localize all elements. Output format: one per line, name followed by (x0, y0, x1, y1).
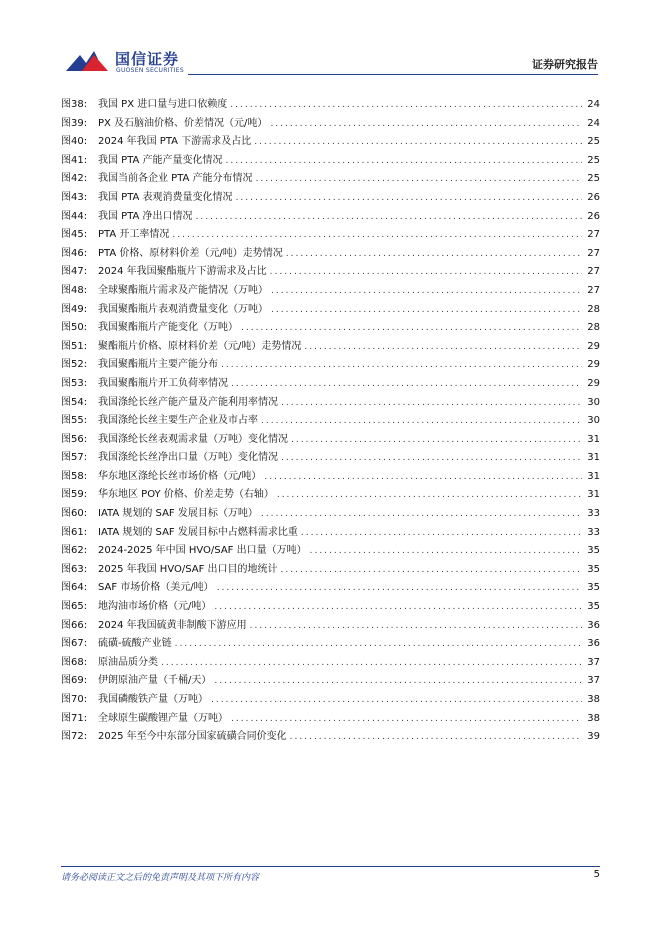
toc-entry-page: 28 (587, 303, 600, 315)
toc-entry[interactable] (61, 485, 600, 504)
toc-leader-dots (236, 193, 582, 203)
toc-entry-page: 31 (587, 433, 600, 445)
page-header (0, 0, 662, 80)
toc-entry-page: 38 (587, 694, 600, 705)
toc-entry-title: 伊朗原油产量（千桶/天） (98, 675, 212, 687)
toc-entry-label: 图44: (61, 210, 88, 222)
toc-entry-page: 31 (587, 489, 600, 501)
toc-entry-page: 38 (587, 712, 600, 724)
toc-entry-title: 华东地区涤纶长丝市场价格（元/吨） (98, 470, 262, 482)
toc-entry-page: 33 (587, 508, 600, 520)
toc-entry[interactable] (61, 504, 600, 523)
guosen-logo (64, 47, 184, 77)
toc-entry-label: 图41: (61, 154, 88, 166)
toc-leader-dots (281, 565, 582, 575)
toc-entry-page: 29 (587, 377, 600, 389)
toc-entry[interactable] (61, 541, 600, 560)
toc-entry-page: 25 (587, 154, 600, 166)
toc-entry-page: 30 (587, 396, 600, 408)
toc-entry[interactable] (61, 634, 600, 653)
guosen-logo-icon (64, 49, 110, 75)
toc-leader-dots (254, 137, 582, 147)
toc-entry-page: 31 (587, 452, 600, 464)
toc-entry[interactable] (61, 523, 600, 542)
toc-entry[interactable] (61, 393, 600, 412)
toc-entry-page: 29 (587, 359, 600, 371)
toc-leader-dots (291, 435, 582, 445)
toc-entry-label: 图48: (61, 284, 88, 296)
toc-entry[interactable] (61, 709, 600, 728)
toc-leader-dots (290, 732, 582, 742)
toc-entry-title: 2025 年我国 HVO/SAF 出口目的地统计 (98, 563, 278, 575)
toc-entry[interactable] (61, 318, 600, 337)
toc-entry-label: 图38: (61, 99, 88, 110)
toc-entry-title: IATA 规划的 SAF 发展目标中占燃料需求比重 (98, 526, 298, 538)
toc-entry-title: 我国聚酯瓶片产能变化（万吨） (98, 322, 238, 334)
toc-entry-page: 35 (587, 601, 600, 613)
toc-entry-title: 我国磷酸铁产量（万吨） (98, 694, 208, 705)
toc-entry-label: 图72: (61, 731, 88, 743)
toc-entry-page: 26 (587, 191, 600, 203)
toc-entry-page: 37 (587, 656, 600, 668)
toc-entry-title: 我国 PX 进口量与进口依赖度 (98, 99, 228, 110)
toc-leader-dots (230, 100, 582, 110)
toc-entry[interactable] (61, 151, 600, 170)
toc-entry-title: 我国聚酯瓶片表观消费量变化（万吨） (98, 303, 268, 315)
toc-entry[interactable] (61, 132, 600, 151)
toc-leader-dots (214, 676, 582, 686)
toc-leader-dots (172, 230, 582, 240)
toc-entry-label: 图43: (61, 191, 88, 203)
toc-entry-page: 31 (587, 470, 600, 482)
footer-disclaimer: 请务必阅读正文之后的免责声明及其项下所有内容 (61, 873, 260, 883)
toc-leader-dots (226, 156, 582, 166)
toc-entry-title: 我国 PTA 净出口情况 (98, 210, 193, 222)
toc-entry-label: 图55: (61, 415, 88, 427)
toc-entry-title: 全球原生碳酸锂产量（万吨） (98, 712, 228, 724)
toc-entry[interactable] (61, 727, 600, 746)
toc-entry-title: 我国聚酯瓶片开工负荷率情况 (98, 377, 228, 389)
toc-leader-dots (261, 509, 582, 519)
toc-entry-title: PX 及石脑油价格、价差情况（元/吨） (98, 117, 268, 129)
toc-entry-label: 图68: (61, 656, 88, 668)
figure-list (61, 95, 600, 746)
toc-entry[interactable] (61, 225, 600, 244)
toc-entry-title: 华东地区 POY 价格、价差走势（右轴） (98, 489, 274, 501)
toc-entry[interactable] (61, 114, 600, 133)
toc-entry-page: 27 (587, 229, 600, 241)
toc-entry-label: 图54: (61, 396, 88, 408)
toc-entry-label: 图49: (61, 303, 88, 315)
toc-entry-label: 图65: (61, 601, 88, 613)
toc-leader-dots (286, 249, 582, 259)
toc-entry[interactable] (61, 281, 600, 300)
toc-entry[interactable] (61, 560, 600, 579)
toc-entry[interactable] (61, 578, 600, 597)
toc-entry-title: 我国涤纶长丝产能产量及产能利用率情况 (98, 396, 278, 408)
toc-entry[interactable] (61, 448, 600, 467)
toc-entry-page: 36 (587, 619, 600, 631)
toc-leader-dots (221, 360, 582, 370)
toc-entry-label: 图62: (61, 545, 88, 557)
toc-entry-page: 27 (587, 266, 600, 278)
toc-entry-label: 图67: (61, 638, 88, 650)
toc-entry-title: 聚酯瓶片价格、原材料价差（元/吨）走势情况 (98, 340, 302, 352)
toc-entry-title: 原油品质分类 (98, 656, 158, 668)
toc-entry-label: 图66: (61, 619, 88, 631)
toc-leader-dots (196, 212, 582, 222)
header-divider (188, 74, 598, 75)
toc-entry-page: 37 (587, 675, 600, 687)
toc-entry[interactable] (61, 355, 600, 374)
toc-leader-dots (231, 379, 582, 389)
toc-leader-dots (271, 305, 582, 315)
toc-entry-label: 图57: (61, 452, 88, 464)
toc-entry[interactable] (61, 467, 600, 486)
toc-entry-page: 29 (587, 340, 600, 352)
toc-entry-title: 我国 PTA 表观消费量变化情况 (98, 191, 233, 203)
toc-entry[interactable] (61, 690, 600, 709)
toc-leader-dots (277, 490, 582, 500)
logo-chinese-name: 国信证券 (115, 50, 180, 68)
toc-entry-title: 2024 年我国 PTA 下游需求及占比 (98, 136, 252, 148)
toc-entry-label: 图45: (61, 229, 88, 241)
toc-entry[interactable] (61, 671, 600, 690)
toc-entry-page: 26 (587, 210, 600, 222)
toc-entry-page: 25 (587, 173, 600, 185)
toc-entry-title: 地沟油市场价格（元/吨） (98, 601, 212, 613)
toc-leader-dots (161, 658, 582, 668)
logo-english-name: GUOSEN SECURITIES (116, 67, 185, 74)
toc-entry-label: 图56: (61, 433, 88, 445)
toc-entry-label: 图63: (61, 563, 88, 575)
toc-leader-dots (256, 174, 582, 184)
page-number: 5 (593, 869, 600, 880)
toc-leader-dots (270, 119, 582, 129)
toc-leader-dots (301, 528, 582, 538)
toc-entry-label: 图64: (61, 582, 88, 594)
toc-entry-title: IATA 规划的 SAF 发展目标（万吨） (98, 508, 258, 520)
toc-leader-dots (270, 267, 582, 277)
toc-entry-page: 39 (587, 731, 600, 743)
toc-entry-label: 图71: (61, 712, 88, 724)
toc-entry-label: 图39: (61, 117, 88, 129)
toc-entry[interactable] (61, 262, 600, 281)
toc-entry-title: 全球聚酯瓶片需求及产能情况（万吨） (98, 284, 268, 296)
toc-entry[interactable] (61, 337, 600, 356)
toc-entry[interactable] (61, 653, 600, 672)
toc-entry[interactable] (61, 411, 600, 430)
toc-entry-page: 30 (587, 415, 600, 427)
toc-entry[interactable] (61, 374, 600, 393)
toc-leader-dots (281, 453, 582, 463)
toc-entry-title: 硫磺-硫酸产业链 (98, 638, 172, 650)
toc-leader-dots (250, 621, 582, 631)
toc-entry-label: 图50: (61, 322, 88, 334)
toc-leader-dots (175, 639, 582, 649)
toc-entry-title: 2024-2025 年中国 HVO/SAF 出口量（万吨） (98, 545, 307, 557)
toc-entry-label: 图42: (61, 173, 88, 185)
toc-entry-title: 我国涤纶长丝主要生产企业及市占率 (98, 415, 258, 427)
footer-divider (61, 866, 600, 867)
toc-entry[interactable] (61, 95, 600, 114)
toc-leader-dots (304, 342, 582, 352)
toc-entry-label: 图40: (61, 136, 88, 148)
toc-entry-label: 图51: (61, 340, 88, 352)
toc-entry-label: 图58: (61, 470, 88, 482)
toc-entry-page: 33 (587, 526, 600, 538)
toc-entry-title: PTA 价格、原材料价差（元/吨）走势情况 (98, 247, 283, 259)
toc-entry[interactable] (61, 616, 600, 635)
toc-entry-page: 24 (587, 99, 600, 110)
toc-entry[interactable] (61, 244, 600, 263)
toc-entry-title: 我国涤纶长丝表观需求量（万吨）变化情况 (98, 433, 288, 445)
toc-entry-label: 图61: (61, 526, 88, 538)
toc-entry-title: 2025 年至今中东部分国家硫磺合同价变化 (98, 731, 287, 743)
toc-entry-title: 2024 年我国聚酯瓶片下游需求及占比 (98, 266, 267, 278)
toc-entry[interactable] (61, 207, 600, 226)
toc-entry-title: 2024 年我国硫黄非制酸下游应用 (98, 619, 247, 631)
toc-entry-page: 27 (587, 284, 600, 296)
toc-entry-title: SAF 市场价格（美元/吨） (98, 582, 214, 594)
toc-leader-dots (310, 546, 582, 556)
toc-leader-dots (261, 416, 582, 426)
toc-entry-title: 我国涤纶长丝净出口量（万吨）变化情况 (98, 452, 278, 464)
toc-entry-title: 我国 PTA 产能产量变化情况 (98, 154, 223, 166)
toc-entry-label: 图60: (61, 508, 88, 520)
toc-entry-title: 我国聚酯瓶片主要产能分布 (98, 359, 218, 371)
toc-entry-title: PTA 开工率情况 (98, 229, 170, 241)
toc-entry-page: 35 (587, 582, 600, 594)
toc-entry-page: 24 (587, 117, 600, 129)
toc-entry[interactable] (61, 597, 600, 616)
toc-leader-dots (271, 286, 582, 296)
toc-entry-label: 图69: (61, 675, 88, 687)
toc-entry-page: 27 (587, 247, 600, 259)
toc-entry-label: 图46: (61, 247, 88, 259)
toc-leader-dots (241, 323, 582, 333)
toc-leader-dots (231, 714, 582, 724)
toc-entry[interactable] (61, 430, 600, 449)
toc-leader-dots (217, 583, 582, 593)
toc-entry-page: 35 (587, 563, 600, 575)
toc-entry-page: 35 (587, 545, 600, 557)
toc-entry-label: 图70: (61, 694, 88, 705)
report-type-label: 证券研究报告 (532, 58, 598, 71)
toc-leader-dots (211, 695, 582, 705)
toc-entry[interactable] (61, 188, 600, 207)
toc-entry-title: 我国当前各企业 PTA 产能分布情况 (98, 173, 253, 185)
toc-entry[interactable] (61, 300, 600, 319)
toc-leader-dots (281, 398, 582, 408)
toc-leader-dots (264, 472, 582, 482)
toc-entry[interactable] (61, 169, 600, 188)
toc-entry-page: 36 (587, 638, 600, 650)
toc-entry-label: 图47: (61, 266, 88, 278)
toc-entry-page: 25 (587, 136, 600, 148)
toc-entry-label: 图59: (61, 489, 88, 501)
toc-entry-label: 图52: (61, 359, 88, 371)
toc-entry-label: 图53: (61, 377, 88, 389)
toc-entry-page: 28 (587, 322, 600, 334)
toc-leader-dots (214, 602, 582, 612)
